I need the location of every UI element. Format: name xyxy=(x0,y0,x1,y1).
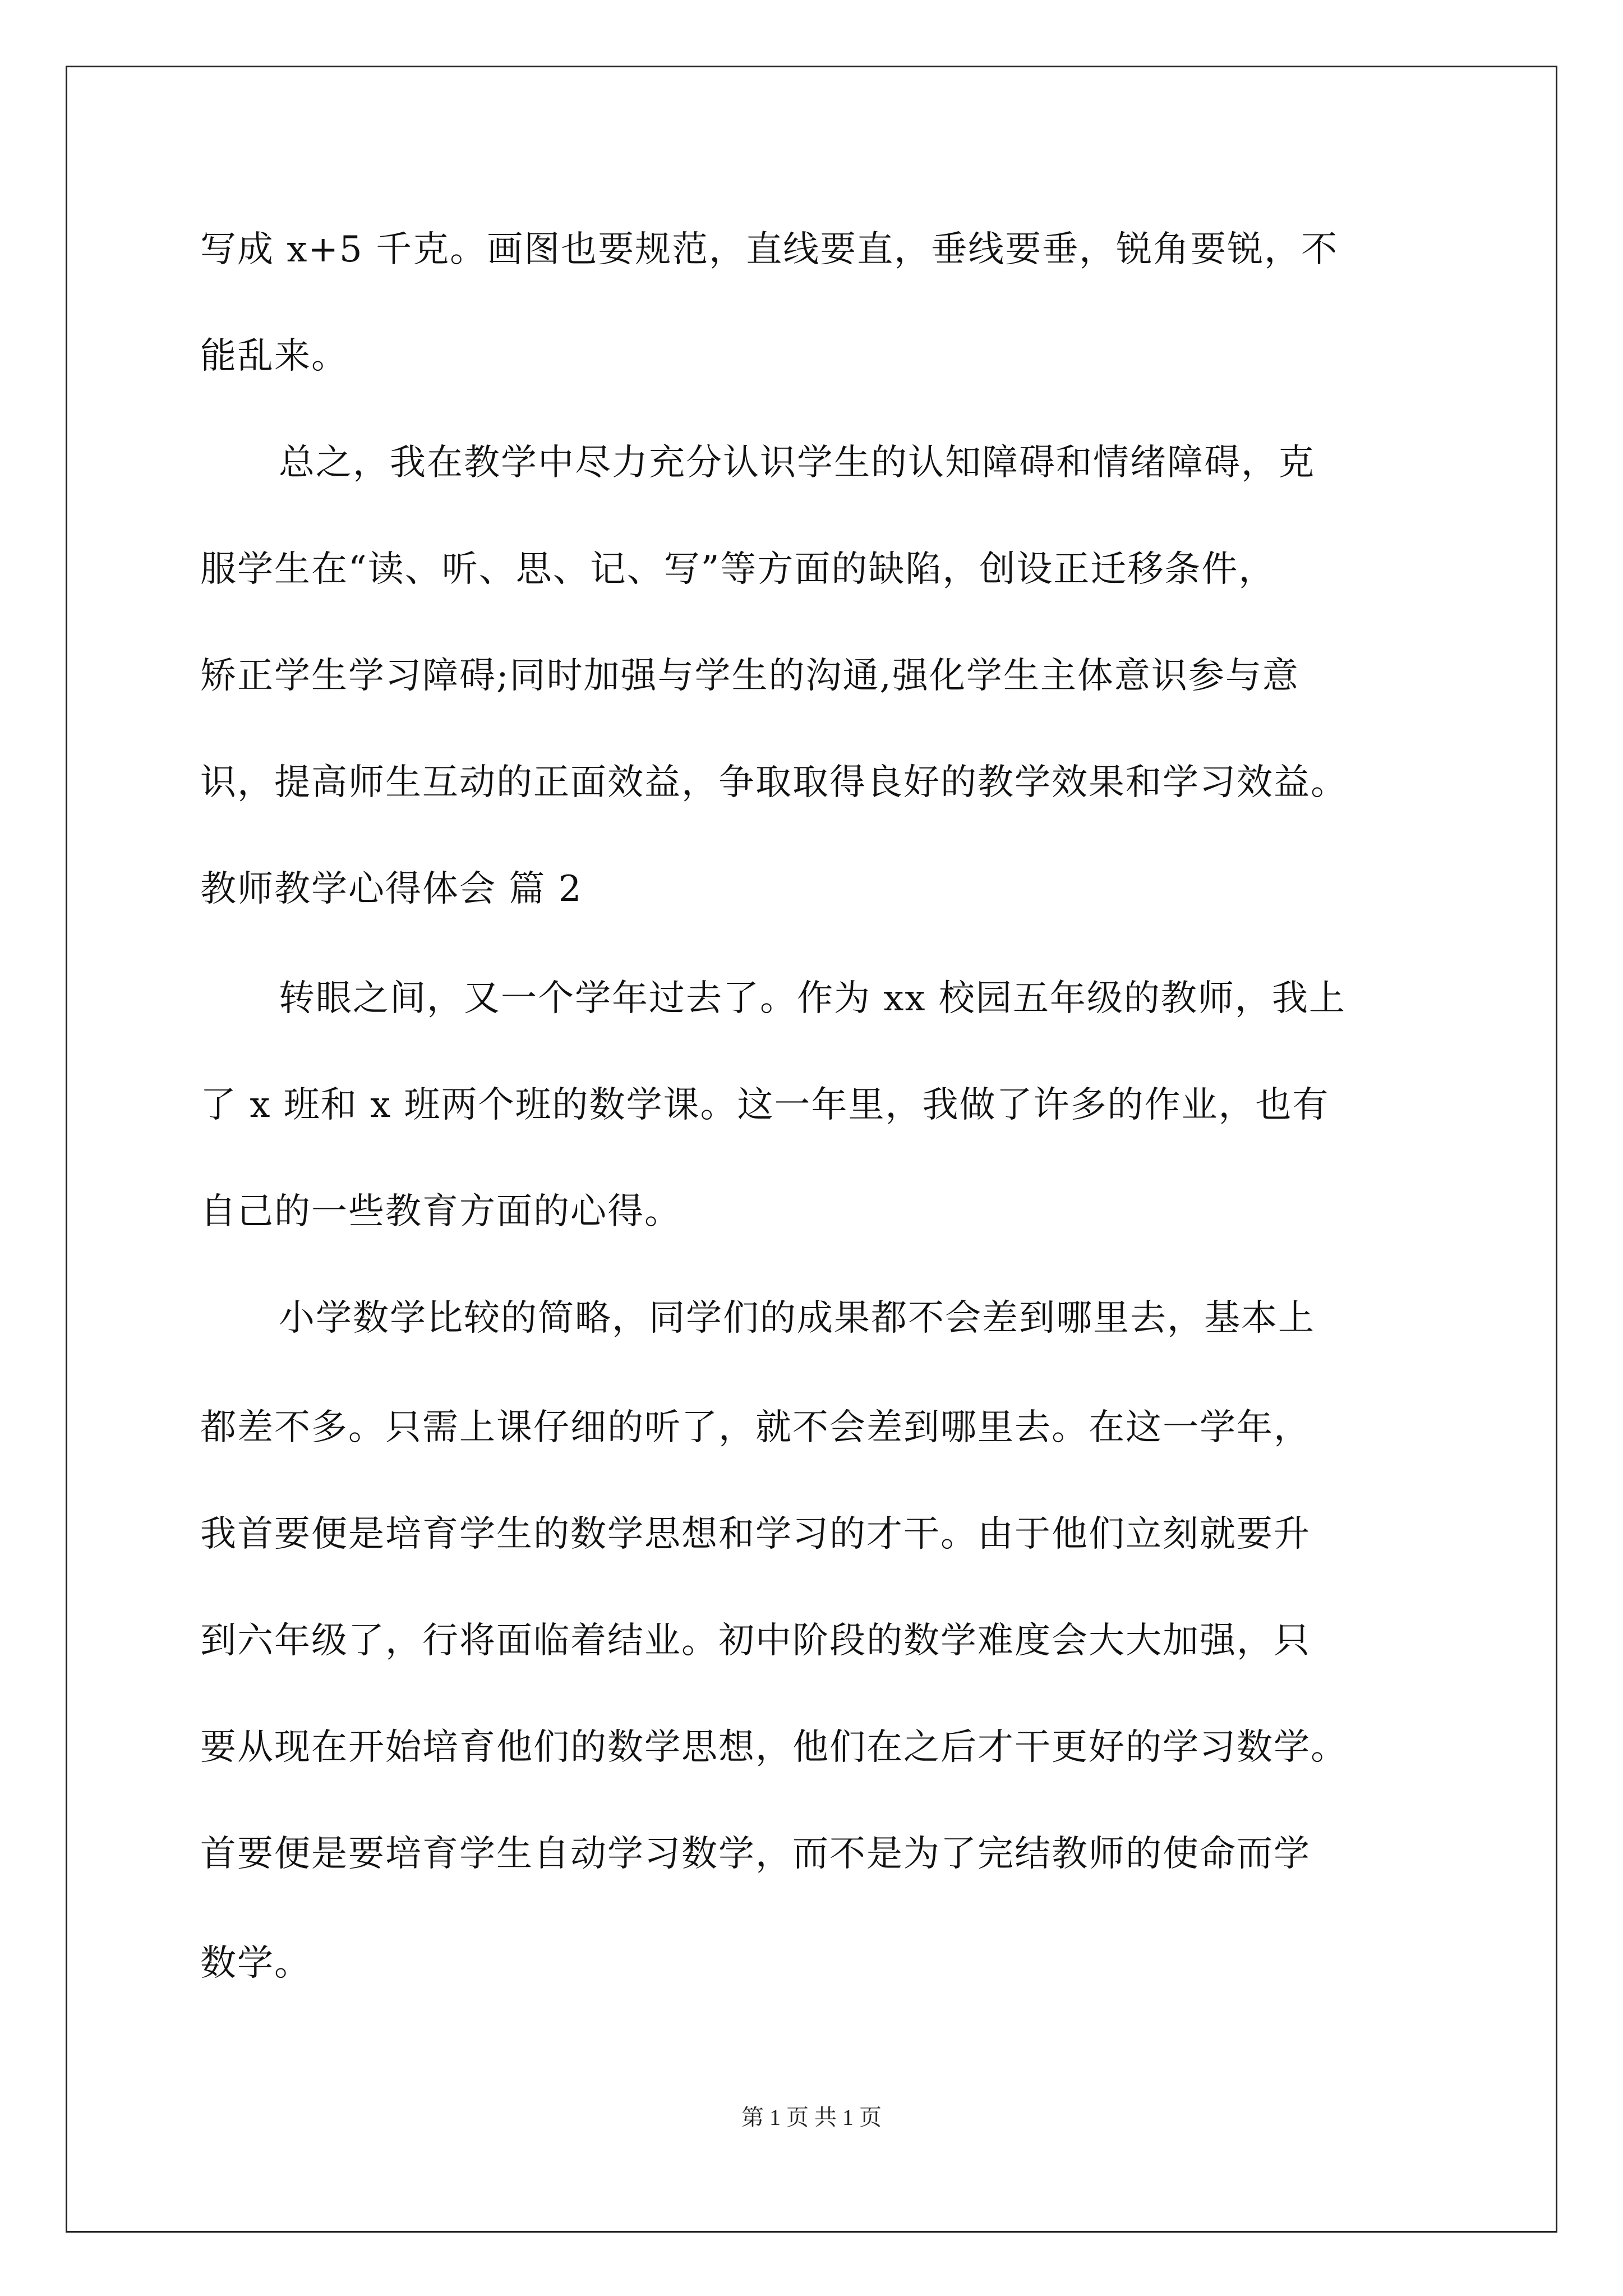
page-footer: 第 1 页 共 1 页 xyxy=(741,2105,882,2130)
page-border xyxy=(66,66,1557,2233)
paragraph-line: 首要便是要培育学生自动学习数学，而不是为了完结教师的使命而学 xyxy=(200,1833,1311,1875)
paragraph-line: 服学生在“读、听、思、记、写”等方面的缺陷，创设正迁移条件， xyxy=(200,549,1276,590)
paragraph-line: 要从现在开始培育他们的数学思想，他们在之后才干更好的学习数学。 xyxy=(200,1727,1348,1768)
paragraph-line: 了 x 班和 x 班两个班的数学课。这一年里，我做了许多的作业，也有 xyxy=(200,1084,1330,1126)
section-heading: 教师教学心得体会 篇 2 xyxy=(200,868,583,910)
paragraph-line: 都差不多。只需上课仔细的听了，就不会差到哪里去。在这一学年， xyxy=(200,1407,1311,1448)
paragraph-line: 我首要便是培育学生的数学思想和学习的才干。由于他们立刻就要升 xyxy=(200,1513,1311,1555)
paragraph-line: 转眼之间，又一个学年过去了。作为 xx 校园五年级的教师，我上 xyxy=(279,978,1346,1019)
paragraph-line: 矫正学生学习障碍;同时加强与学生的沟通,强化学生主体意识参与意 xyxy=(200,655,1299,697)
paragraph-line: 识，提高师生互动的正面效益，争取取得良好的教学效果和学习效益。 xyxy=(200,762,1348,803)
paragraph-line: 写成 x+5 千克。画图也要规范，直线要直，垂线要垂，锐角要锐，不 xyxy=(200,229,1339,270)
paragraph-line: 自己的一些教育方面的心得。 xyxy=(200,1191,681,1232)
paragraph-line: 小学数学比较的简略，同学们的成果都不会差到哪里去，基本上 xyxy=(279,1297,1315,1339)
paragraph-line: 到六年级了，行将面临着结业。初中阶段的数学难度会大大加强，只 xyxy=(200,1620,1311,1662)
paragraph-line: 能乱来。 xyxy=(200,335,348,377)
paragraph-line: 数学。 xyxy=(200,1943,311,1984)
paragraph-line: 总之，我在教学中尽力充分认识学生的认知障碍和情绪障碍，克 xyxy=(279,442,1315,484)
